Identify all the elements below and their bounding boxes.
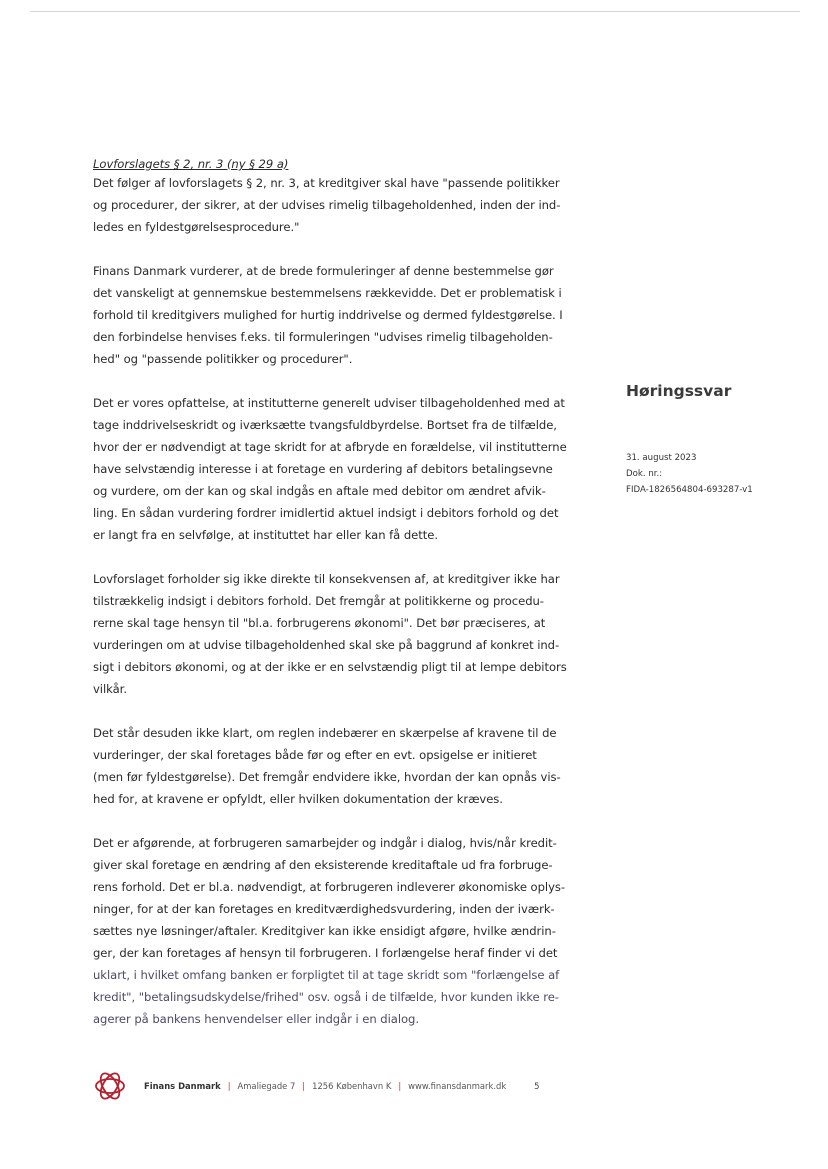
text-line: uklart, i hvilket omfang banken er forpligtet til at tage skridt som "forlængelse af xyxy=(93,968,560,982)
text-line: Lovforslaget forholder sig ikke direkte til konsekvensen af, at kreditgiver ikke har xyxy=(93,572,560,586)
footer-city: 1256 København K xyxy=(312,1081,392,1091)
text-line: Finans Danmark vurderer, at de brede formuleringer af denne bestemmelse gør xyxy=(93,264,554,278)
document-number: FIDA-1826564804-693287-v1 xyxy=(626,485,753,495)
text-line: sættes nye løsninger/aftaler. Kreditgiver kan ikke ensidigt afgøre, hvilke ændrin- xyxy=(93,924,556,938)
text-line: ninger, for at der kan foretages en kreditværdighedsvurdering, inden der iværk- xyxy=(93,902,555,916)
text-line: det vanskeligt at gennemskue bestemmelsens rækkevidde. Det er problematisk i xyxy=(93,286,562,300)
finans-danmark-logo-icon xyxy=(88,1066,132,1106)
main-text-column xyxy=(93,156,573,1052)
text-line: hvor der er nødvendigt at tage skridt for at afbryde en forældelse, vil institutterne xyxy=(93,440,567,454)
page-footer xyxy=(88,1066,588,1106)
text-line: den forbindelse henvises f.eks. til formuleringen "udvises rimelig tilbageholden- xyxy=(93,330,553,344)
text-line: rens forhold. Det er bl.a. nødvendigt, at forbrugeren indleverer økonomiske oplys- xyxy=(93,880,566,894)
text-line: er langt fra en selvfølge, at instituttet har eller kan få dette. xyxy=(93,528,438,542)
text-line: hed" og "passende politikker og procedurer". xyxy=(93,352,353,366)
text-line: Det står desuden ikke klart, om reglen indebærer en skærpelse af kravene til de xyxy=(93,726,557,740)
footer-website[interactable]: www.finansdanmark.dk xyxy=(408,1081,507,1091)
text-line: ger, der kan foretages af hensyn til forbrugeren. I forlængelse heraf finder vi det xyxy=(93,946,558,960)
paragraph xyxy=(93,832,573,1030)
text-line: og procedurer, der sikrer, at der udvises rimelig tilbageholdenhed, inden der ind- xyxy=(93,198,561,212)
paragraph xyxy=(93,260,573,370)
text-line: Det er vores opfattelse, at institutterne generelt udviser tilbageholdenhed med at xyxy=(93,396,565,410)
paragraph xyxy=(93,392,573,546)
text-line: Det er afgørende, at forbrugeren samarbejder og indgår i dialog, hvis/når kredit- xyxy=(93,836,557,850)
text-line: vurderinger, der skal foretages både før og efter en evt. opsigelse er initieret xyxy=(93,748,537,762)
text-line: agerer på bankens henvendelser eller indgår i en dialog. xyxy=(93,1012,419,1026)
document-number-label: Dok. nr.: xyxy=(626,469,663,479)
text-line: tilstrækkelig indsigt i debitors forhold. Det fremgår at politikkerne og procedu- xyxy=(93,594,544,608)
text-line: og vurdere, om der kan og skal indgås en aftale med debitor om ændret afvik- xyxy=(93,484,546,498)
text-line: hed for, at kravene er opfyldt, eller hvilken dokumentation der kræves. xyxy=(93,792,503,806)
text-line: ledes en fyldestgørelsesprocedure." xyxy=(93,220,300,234)
text-line: tage inddrivelseskridt og iværksætte tvangsfuldbyrdelse. Bortset fra de tilfælde, xyxy=(93,418,557,432)
text-line: have selvstændig interesse i at foretage en vurdering af debitors betalingsevne xyxy=(93,462,553,476)
footer-brand: Finans Danmark xyxy=(144,1081,221,1091)
page-number: 5 xyxy=(534,1081,540,1091)
text-line: forhold til kreditgivers mulighed for hurtig inddrivelse og dermed fyldestgørelse. I xyxy=(93,308,563,322)
text-line: vurderingen om at udvise tilbageholdenhed skal ske på baggrund af konkret ind- xyxy=(93,638,560,652)
text-line: kredit", "betalingsudskydelse/frihed" osv. også i de tilfælde, hvor kunden ikke re- xyxy=(93,990,559,1004)
text-line: Det følger af lovforslagets § 2, nr. 3, at kreditgiver skal have "passende politikker xyxy=(93,176,560,190)
text-line: giver skal foretage en ændring af den eksisterende kreditaftale ud fra forbruge- xyxy=(93,858,553,872)
document-type-title: Høringssvar xyxy=(626,382,732,400)
document-meta xyxy=(626,380,816,498)
paragraph xyxy=(93,722,573,810)
footer-separator: | xyxy=(227,1081,231,1091)
scan-edge-line xyxy=(30,11,800,12)
text-line: rerne skal tage hensyn til "bl.a. forbrugerens økonomi". Det bør præciseres, at xyxy=(93,616,546,630)
section-heading: Lovforslagets § 2, nr. 3 (ny § 29 a) xyxy=(93,157,289,171)
document-date: 31. august 2023 xyxy=(626,453,697,463)
paragraph xyxy=(93,568,573,700)
footer-separator: | xyxy=(302,1081,306,1091)
footer-street: Amaliegade 7 xyxy=(237,1081,296,1091)
text-line: vilkår. xyxy=(93,682,127,696)
footer-address-line xyxy=(144,1081,540,1091)
text-line: (men før fyldestgørelse). Det fremgår endvidere ikke, hvordan der kan opnås vis- xyxy=(93,770,561,784)
paragraph xyxy=(93,172,573,238)
footer-separator: | xyxy=(398,1081,402,1091)
text-line: sigt i debitors økonomi, og at der ikke er en selvstændig pligt til at lempe debitors xyxy=(93,660,567,674)
text-line: ling. En sådan vurdering fordrer imidlertid aktuel indsigt i debitors forhold og det xyxy=(93,506,559,520)
